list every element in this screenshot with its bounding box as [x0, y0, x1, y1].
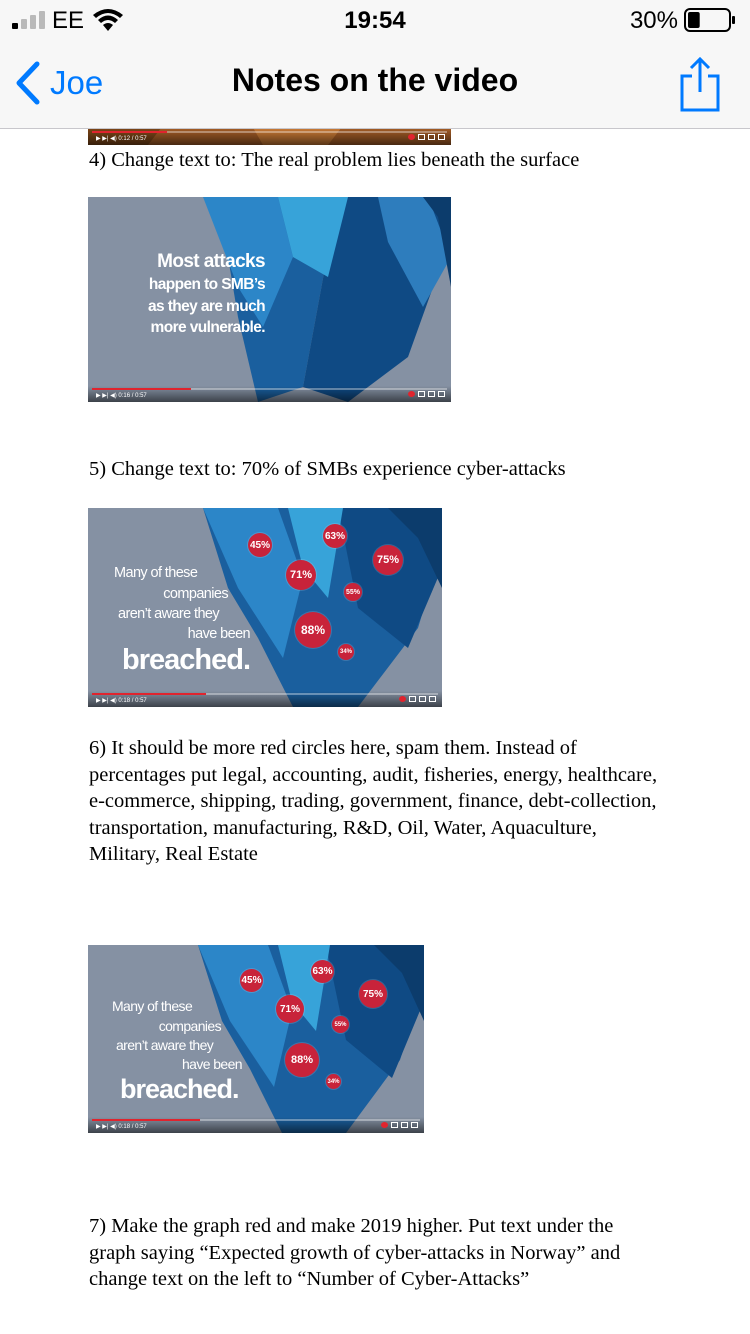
stat-badge: 71% [286, 560, 316, 590]
back-button-label: Joe [50, 64, 104, 101]
stat-badge: 45% [240, 969, 263, 992]
note-paragraph-5: 5) Change text to: 70% of SMBs experience cyber-attacks [89, 458, 566, 480]
video-player-bar[interactable] [88, 1117, 424, 1133]
slide-caption-end: have been [182, 1056, 242, 1072]
page-title: Notes on the video [231, 62, 519, 98]
stat-badge: 71% [276, 995, 304, 1023]
slide-caption-body: happen to SMB’s as they are much more vulnerable. [147, 276, 265, 336]
battery-icon [684, 8, 736, 32]
video-progress-fill [92, 693, 206, 695]
stat-badge: 45% [248, 533, 272, 557]
video-time: ▶ ▶| ◀) 0:12 / 0:57 [96, 136, 147, 142]
carrier-name: EE [52, 7, 85, 34]
clock: 19:54 [344, 7, 406, 34]
slide-caption-end: have been [187, 626, 250, 642]
video-player-bar[interactable] [88, 691, 442, 707]
player-controls[interactable] [408, 134, 445, 141]
stat-badge: 63% [323, 524, 347, 548]
stat-badge: 55% [332, 1016, 349, 1033]
note-paragraph-4: 4) Change text to: The real problem lies beneath the surface [89, 149, 580, 171]
video-frame-top [88, 129, 451, 145]
share-icon[interactable] [678, 56, 722, 112]
stat-badge: 34% [326, 1074, 341, 1089]
video-progress-fill [92, 388, 191, 390]
slide-caption: Most attacks [157, 251, 265, 272]
note-paragraph-7: 7) Make the graph red and make 2019 higher. Put text under the graph saying “Expected growth of cyber-attacks in Norway” and change text on the left to “Number of Cyber-Attacks” [89, 1215, 621, 1290]
video-time: ▶ ▶| ◀) 0:18 / 0:57 [96, 1124, 147, 1130]
stat-badge: 75% [373, 545, 403, 575]
navigation-bar [0, 40, 750, 129]
stat-badge: 34% [338, 644, 354, 660]
player-controls[interactable] [408, 391, 445, 398]
slide-headline: breached. [120, 1074, 239, 1104]
video-player-bar[interactable] [88, 386, 451, 402]
note-paragraph-6: 6) It should be more red circles here, spam them. Instead of percentages put legal, accounting, audit, fisheries, energy, healthcare, e-commerce, shipping, trading, government, finance, debt-collection, transportation, manufacturing, R&D, Oil, Water, Aquaculture, Military, Real Estate [89, 737, 658, 865]
note-body[interactable] [0, 129, 750, 1334]
video-progress-fill [92, 131, 167, 133]
stat-badge: 88% [295, 612, 331, 648]
video-progress-fill [92, 1119, 200, 1121]
slide-caption: Many of these companies aren’t aware they [114, 565, 228, 622]
stat-badge: 75% [359, 980, 387, 1008]
video-player-bar[interactable] [88, 129, 451, 145]
slide-headline: breached. [122, 644, 250, 676]
video-frame-attacks [88, 197, 451, 402]
stat-badge: 63% [311, 960, 334, 983]
video-time: ▶ ▶| ◀) 0:16 / 0:57 [96, 393, 147, 399]
stat-badge: 88% [285, 1043, 319, 1077]
video-time: ▶ ▶| ◀) 0:18 / 0:57 [96, 698, 147, 704]
battery-level-fill [688, 12, 700, 28]
battery-percentage: 30% [629, 7, 678, 34]
slide-caption: Many of these companies aren’t aware they [112, 998, 221, 1053]
player-controls[interactable] [399, 696, 436, 703]
player-controls[interactable] [381, 1122, 418, 1129]
status-bar [0, 0, 750, 40]
stat-badge: 55% [344, 583, 362, 601]
video-frame-breached-2 [88, 945, 424, 1133]
video-frame-breached-1 [88, 508, 442, 707]
